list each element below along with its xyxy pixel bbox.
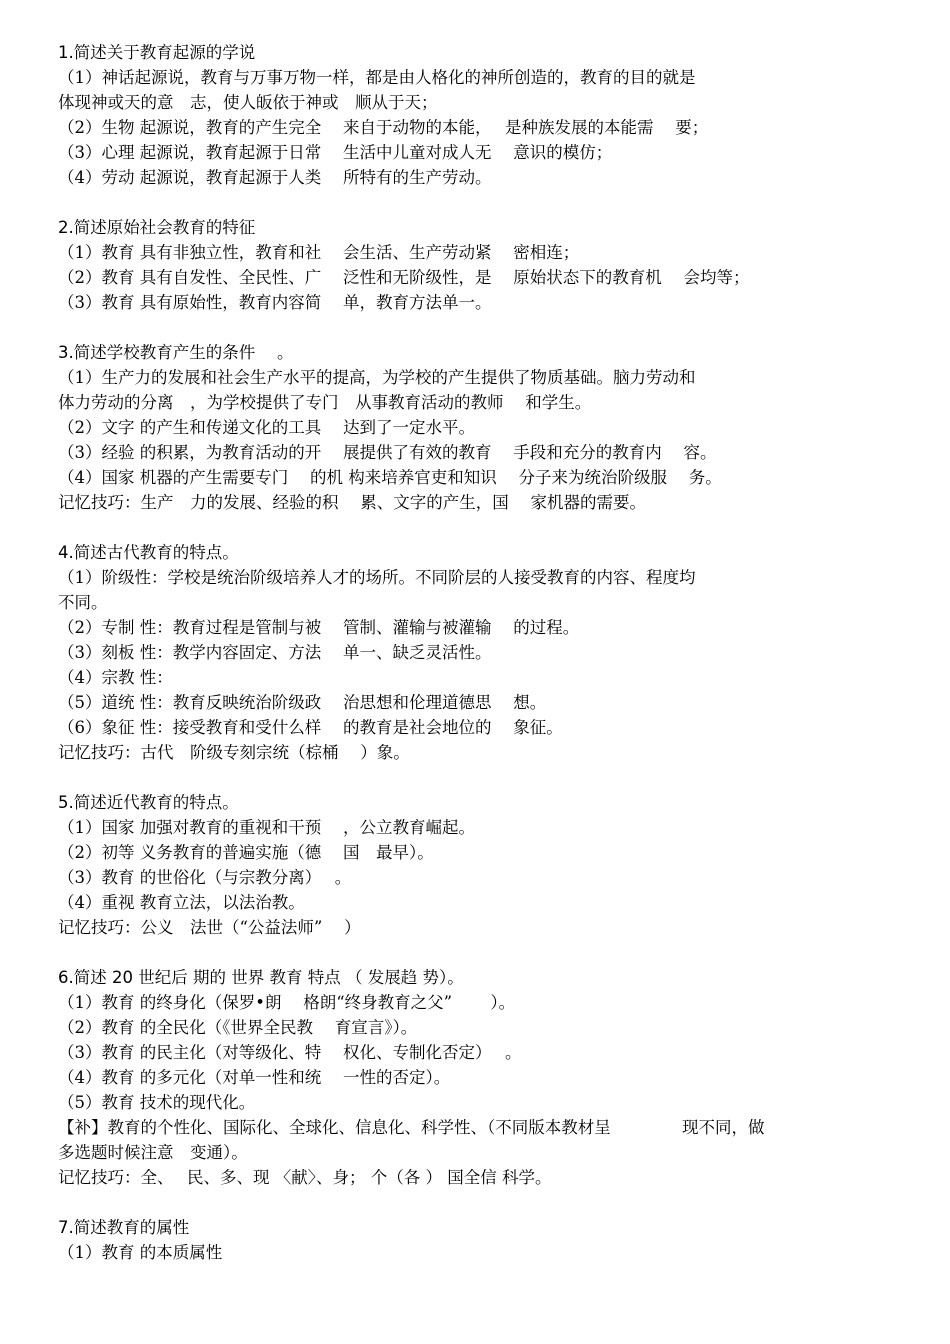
memory-tip: 记忆技巧：全、 民、多、现 〈献〉、身； 个（各 ） 国全信 科学。 — [58, 1168, 552, 1187]
paragraph-line: （2）教育 具有自发性、全民性、广 泛性和无阶级性，是 原始状态下的教育机 会均等； — [58, 268, 750, 287]
paragraph-line: （4）教育 的多元化（对单一性和统 一性的否定）。 — [58, 1068, 451, 1087]
paragraph-line: 不同。 — [58, 593, 108, 612]
paragraph-line: （3）教育 的世俗化（与宗教分离） 。 — [58, 868, 352, 887]
paragraph-line: 多选题时候注意 变通）。 — [58, 1143, 248, 1162]
paragraph-line: （4）重视 教育立法，以法治教。 — [58, 893, 305, 912]
paragraph-line: （3）教育 具有原始性，教育内容简 单，教育方法单一。 — [58, 293, 492, 312]
memory-tip: 记忆技巧：公义 法世（“公益法师” ） — [58, 918, 361, 937]
paragraph-line: （1）教育 具有非独立性，教育和社 会生活、生产劳动紧 密相连； — [58, 243, 580, 262]
paragraph-line: （1）教育 的本质属性 — [58, 1243, 223, 1262]
section-school-conditions — [58, 340, 898, 515]
paragraph-line: （1）教育 的终身化（保罗•朗 格朗“终身教育之父” ）。 — [58, 993, 516, 1012]
paragraph-line: （4）劳动 起源说，教育起源于人类 所特有的生产劳动。 — [58, 168, 492, 187]
memory-tip: 记忆技巧：古代 阶级专刻宗统（棕桶 ）象。 — [58, 743, 410, 762]
section-title: 4.简述古代教育的特点。 — [58, 543, 239, 562]
section-20th-century-education — [58, 965, 898, 1190]
paragraph-line: （3）教育 的民主化（对等级化、特 权化、专制化否定） 。 — [58, 1043, 522, 1062]
paragraph-line: 体现神或天的意 志，使人皈依于神或 顺从于天； — [58, 93, 438, 112]
paragraph-line: （2）教育 的全民化（《世界全民教 育宣言》）。 — [58, 1018, 418, 1037]
paragraph-line: （1）神话起源说，教育与万事万物一样，都是由人格化的神所创造的，教育的目的就是 — [58, 68, 696, 87]
paragraph-line: （2）文字 的产生和传递文化的工具 达到了一定水平。 — [58, 418, 475, 437]
memory-tip: 记忆技巧：生产 力的发展、经验的积 累、文字的产生，国 家机器的需要。 — [58, 493, 646, 512]
paragraph-line: （1）生产力的发展和社会生产水平的提高，为学校的产生提供了物质基础。脑力劳动和 — [58, 368, 696, 387]
section-title: 2.简述原始社会教育的特征 — [58, 218, 256, 237]
paragraph-line: （1）国家 加强对教育的重视和干预 ，公立教育崛起。 — [58, 818, 475, 837]
section-education-attributes — [58, 1215, 898, 1265]
section-primitive-education — [58, 215, 898, 315]
paragraph-line: （3）心理 起源说，教育起源于日常 生活中儿童对成人无 意识的模仿； — [58, 143, 613, 162]
supplement-note: 【补】教育的个性化、国际化、全球化、信息化、科学性、（不同版本教材呈 现不同，做 — [58, 1118, 765, 1137]
paragraph-line: （2）初等 义务教育的普遍实施（德 国 最早）。 — [58, 843, 434, 862]
section-title: 1.简述关于教育起源的学说 — [58, 43, 256, 62]
paragraph-line: （4）宗教 性： — [58, 668, 173, 687]
paragraph-line: （2）生物 起源说，教育的产生完全 来自于动物的本能， 是种族发展的本能需 要； — [58, 118, 709, 137]
section-modern-education — [58, 790, 898, 940]
section-ancient-education — [58, 540, 898, 765]
paragraph-line: （2）专制 性：教育过程是管制与被 管制、灌输与被灌输 的过程。 — [58, 618, 580, 637]
paragraph-line: 体力劳动的分离 ，为学校提供了专门 从事教育活动的教师 和学生。 — [58, 393, 592, 412]
section-education-origin — [58, 40, 898, 190]
paragraph-line: （3）经验 的积累，为教育活动的开 展提供了有效的教育 手段和充分的教育内 容。 — [58, 443, 717, 462]
section-title: 5.简述近代教育的特点。 — [58, 793, 239, 812]
section-title: 6.简述 20 世纪后 期的 世界 教育 特点 （ 发展趋 势）。 — [58, 968, 464, 987]
paragraph-line: （6）象征 性：接受教育和受什么样 的教育是社会地位的 象征。 — [58, 718, 563, 737]
paragraph-line: （3）刻板 性：教学内容固定、方法 单一、缺乏灵活性。 — [58, 643, 492, 662]
section-title: 7.简述教育的属性 — [58, 1218, 190, 1237]
paragraph-line: （5）道统 性：教育反映统治阶级政 治思想和伦理道德思 想。 — [58, 693, 547, 712]
paragraph-line: （1）阶级性：学校是统治阶级培养人才的场所。不同阶层的人接受教育的内容、程度均 — [58, 568, 696, 587]
document-page — [58, 40, 898, 1290]
paragraph-line: （4）国家 机器的产生需要专门 的机 构来培养官吏和知识 分子来为统治阶级服 务。 — [58, 468, 722, 487]
section-title: 3.简述学校教育产生的条件 。 — [58, 343, 294, 362]
paragraph-line: （5）教育 技术的现代化。 — [58, 1093, 256, 1112]
